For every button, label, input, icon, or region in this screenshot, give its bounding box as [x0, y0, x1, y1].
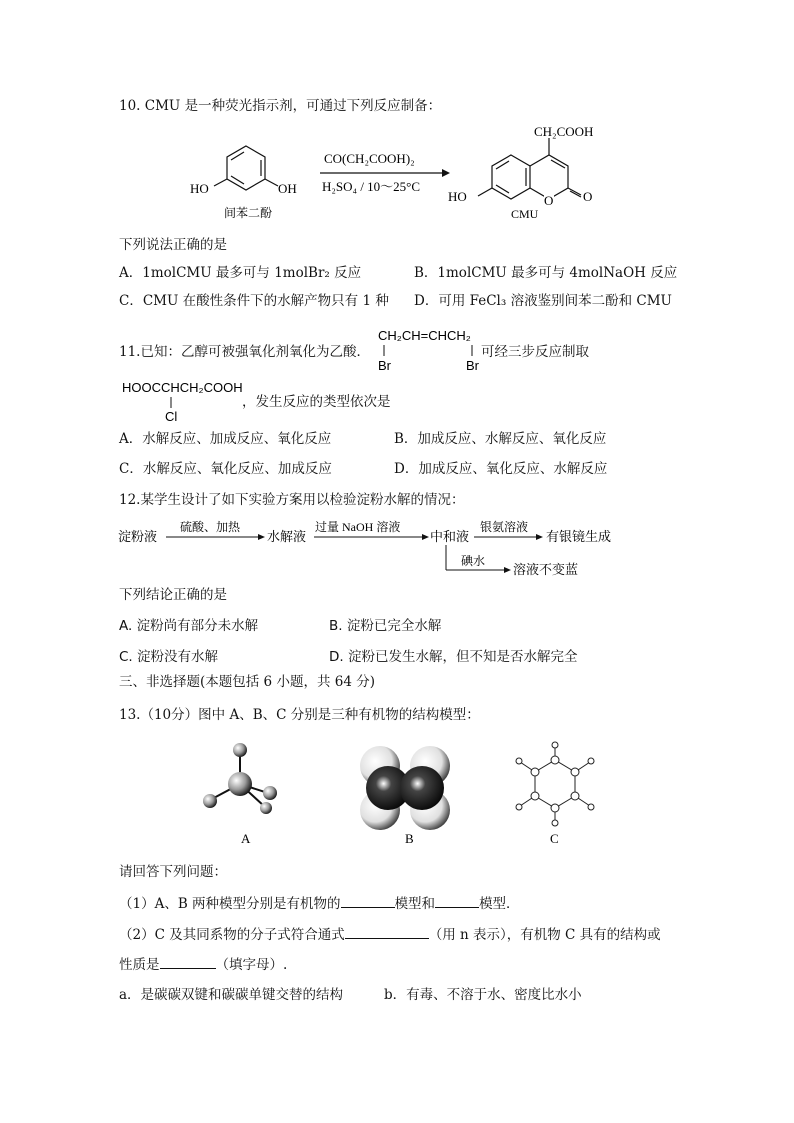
cmu-structure	[478, 138, 581, 199]
flow-result-silver-mirror: 有银镜生成	[546, 529, 612, 544]
q10-option-d: D．可用 FeCl₃ 溶液鉴别间苯二酚和 CMU	[414, 293, 672, 309]
q13-models	[190, 738, 610, 850]
flow-step-silver-ammonia: 银氨溶液	[480, 520, 529, 534]
q13-sub2-text-c: 性质是	[119, 957, 160, 973]
reaction-arrowhead	[442, 169, 450, 177]
q12-option-b: B. 淀粉已完全水解	[329, 618, 442, 634]
q10-option-a: A．1molCMU 最多可与 1molBr₂ 反应	[119, 265, 362, 281]
cmu-ring-oxygen: O	[544, 193, 554, 208]
cmu-substituent: CH₂COOH	[534, 124, 594, 139]
cmu-ho-label: HO	[448, 189, 467, 204]
product-chain: HOOCCHCH₂COOH	[122, 380, 243, 395]
resorcinol-ho-label: HO	[190, 181, 209, 196]
q10-option-c: C．CMU 在酸性条件下的水解产物只有 1 种	[119, 293, 389, 309]
q10-prompt: 下列说法正确的是	[119, 237, 227, 253]
flow-step-acid-heat: 硫酸、加热	[180, 520, 241, 534]
q13-sub2-text-b: （用 n 表示），有机物 C 具有的结构或	[428, 927, 661, 943]
q10-option-b: B．1molCMU 最多可与 4molNaOH 反应	[414, 265, 678, 281]
reagent-bottom: H₂SO₄ / 10～25°C	[322, 179, 421, 194]
q11-product-formula	[120, 376, 250, 424]
q10-stem: 10. CMU 是一种荧光指示剂，可通过下列反应制备：	[119, 98, 442, 114]
flow-hydrolysate: 水解液	[267, 529, 307, 544]
q13-sub1-text-a: （1）A、B 两种模型分别是有机物的	[119, 896, 341, 912]
product-cl: Cl	[165, 409, 178, 424]
flow-step-naoh: 过量 NaOH 溶液	[315, 520, 401, 534]
section-three-heading: 三、非选择题(本题包括 6 小题，共 64 分)	[119, 674, 375, 690]
model-c-benzene	[516, 742, 594, 826]
q13-sub2-text-d: （填字母）.	[215, 957, 288, 973]
q11-stem-prefix: 11.已知：乙醇可被强氧化剂氧化为乙酸．	[119, 344, 370, 360]
q11-option-c: C．水解反应、氧化反应、加成反应	[119, 461, 332, 477]
model-label-a: A	[241, 831, 251, 846]
model-b-space-filling	[360, 746, 450, 830]
q13-sub1-blank-2[interactable]	[435, 893, 479, 908]
flow-neutralized: 中和液	[430, 529, 470, 544]
dibromo-chain: CH₂CH=CHCH₂	[378, 328, 471, 343]
q13-sub2-text-a: （2）C 及其同系物的分子式符合通式	[119, 927, 345, 943]
model-a-ball-and-stick	[203, 743, 277, 814]
q13-sub1-text-b: 模型和	[394, 896, 436, 912]
reagent-top: CO(CH₂COOH)₂	[324, 151, 415, 166]
dibromo-br-right: Br	[466, 358, 479, 373]
model-label-b: B	[405, 831, 414, 846]
q13-sub1-blank-1[interactable]	[341, 893, 395, 908]
resorcinol-structure	[214, 146, 278, 190]
cmu-name: CMU	[511, 207, 539, 221]
q12-option-c: C. 淀粉没有水解	[119, 649, 219, 665]
resorcinol-oh-label: OH	[278, 181, 297, 196]
q13-stem: 13.（10分）图中 A、B、C 分别是三种有机物的结构模型：	[119, 707, 480, 723]
q13-choice-b: b．有毒、不溶于水、密度比水小	[384, 987, 582, 1003]
resorcinol-name: 间苯二酚	[224, 206, 273, 220]
q12-option-d: D. 淀粉已发生水解，但不知是否水解完全	[329, 649, 578, 665]
q11-option-b: B．加成反应、水解反应、氧化反应	[394, 431, 607, 447]
q13-prompt: 请回答下列问题：	[119, 864, 227, 880]
q11-option-d: D．加成反应、氧化反应、水解反应	[394, 461, 608, 477]
flow-starch-solution: 淀粉液	[118, 529, 158, 544]
dibromo-br-left: Br	[378, 358, 391, 373]
q11-stem-tail: ，发生反应的类型依次是	[242, 394, 391, 410]
model-label-c: C	[550, 831, 559, 846]
q12-prompt: 下列结论正确的是	[119, 587, 227, 603]
cmu-carbonyl-oxygen: O	[583, 189, 593, 204]
q12-option-a: A. 淀粉尚有部分未水解	[119, 618, 259, 634]
q13-choice-a: a．是碳碳双键和碳碳单键交替的结构	[119, 987, 344, 1003]
q13-sub1-text-c: 模型．	[479, 896, 520, 912]
q10-reaction-scheme	[180, 118, 620, 228]
flow-result-not-blue: 溶液不变蓝	[513, 562, 579, 577]
flow-step-iodine: 碘水	[461, 554, 486, 568]
q13-sub2-blank-1[interactable]	[345, 924, 429, 939]
q13-sub2-line1	[119, 924, 661, 944]
q11-dibromo-formula	[376, 325, 486, 375]
q12-stem: 12.某学生设计了如下实验方案用以检验淀粉水解的情况：	[119, 492, 465, 508]
q13-sub2-blank-2[interactable]	[160, 954, 216, 969]
q11-stem-suffix: 可经三步反应制取	[481, 344, 589, 360]
q12-flowchart	[118, 514, 628, 582]
q11-option-a: A．水解反应、加成反应、氧化反应	[119, 431, 332, 447]
q13-sub1	[119, 893, 520, 913]
q13-sub2-line2	[119, 954, 287, 974]
